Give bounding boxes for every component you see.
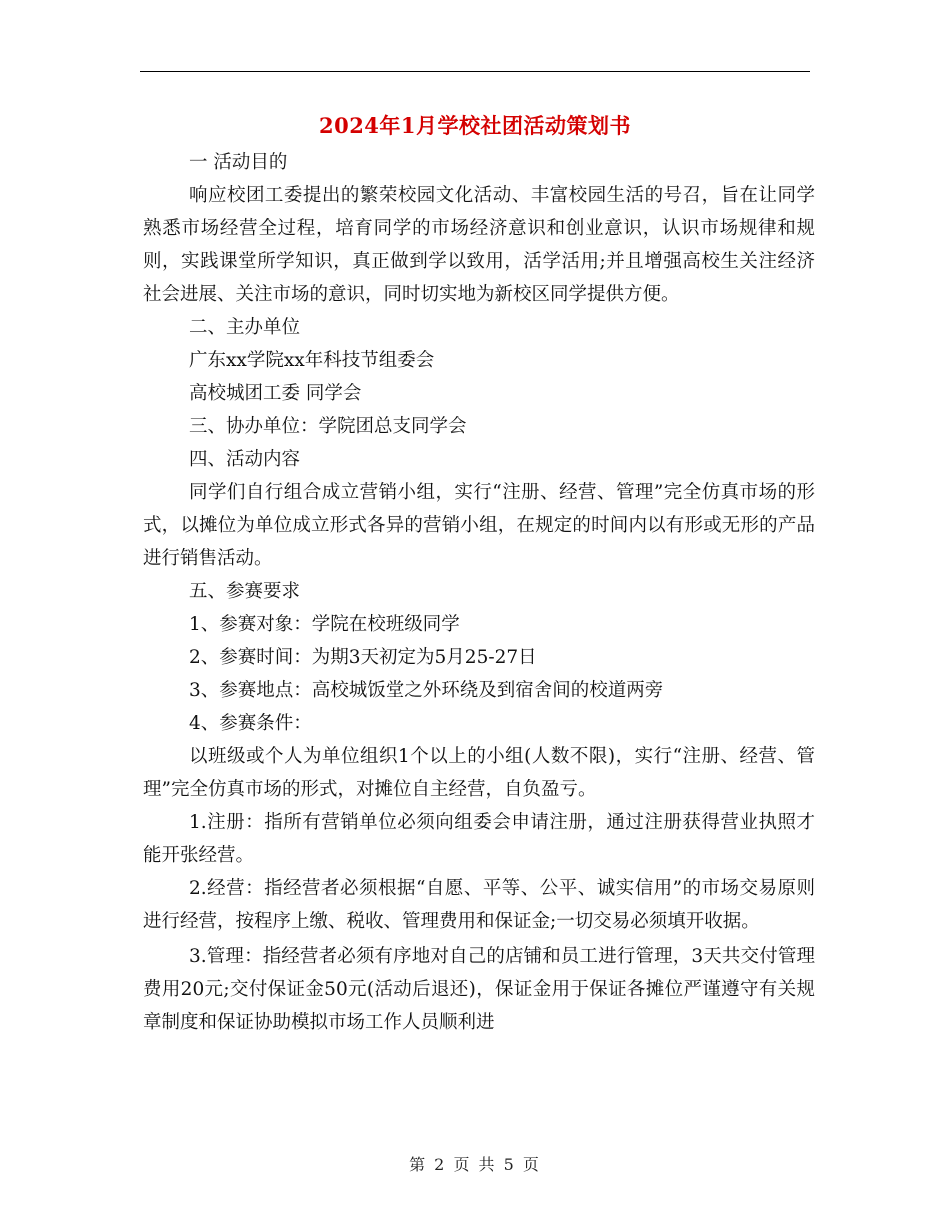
- document-body: [143, 146, 815, 1039]
- body-paragraph: 高校城团工委 同学会: [189, 383, 362, 404]
- header-rule: [140, 71, 810, 72]
- page-number: 第 2 页 共 5 页: [409, 1155, 541, 1174]
- list-item: 4、参赛条件：: [189, 713, 312, 734]
- body-paragraph: 1.注册：指所有营销单位必须向组委会申请注册，通过注册获得营业执照才能开张经营。: [143, 812, 815, 866]
- list-item: 3、参赛地点：高校城饭堂之外环绕及到宿舍间的校道两旁: [189, 680, 664, 701]
- body-paragraph: 2.经营：指经营者必须根据“自愿、平等、公平、诚实信用”的市场交易原则进行经营，按程序上缴、税收、管理费用和保证金;一切交易必须填开收据。: [143, 878, 815, 932]
- document-title: 2024年1月学校社团活动策划书: [318, 113, 632, 138]
- list-item: 1、参赛对象：学院在校班级同学: [189, 614, 460, 635]
- section-heading: 二、主办单位: [189, 317, 301, 338]
- section-heading: 一 活动目的: [189, 152, 288, 173]
- body-paragraph: 以班级或个人为单位组织1个以上的小组(人数不限)，实行“注册、经营、管理”完全仿真市场的形式，对摊位自主经营，自负盈亏。: [143, 746, 815, 800]
- body-paragraph: 3.管理：指经营者必须有序地对自己的店铺和员工进行管理，3天共交付管理费用20元;交付保证金50元(活动后退还)，保证金用于保证各摊位严谨遵守有关规章制度和保证协助模拟市场工作人员顺利进: [143, 946, 815, 1033]
- section-heading: 五、参赛要求: [189, 581, 301, 602]
- body-paragraph: 广东xx学院xx年科技节组委会: [189, 350, 435, 371]
- section-heading: 四、活动内容: [189, 449, 301, 470]
- list-item: 2、参赛时间：为期3天初定为5月25-27日: [189, 647, 537, 668]
- body-paragraph: 响应校团工委提出的繁荣校园文化活动、丰富校园生活的号召，旨在让同学熟悉市场经营全过程，培育同学的市场经济意识和创业意识，认识市场规律和规则，实践课堂所学知识，真正做到学以致用，活学活用;并且增强高校生关注经济社会进展、关注市场的意识，同时切实地为新校区同学提供方便。: [143, 185, 815, 305]
- section-heading: 三、协办单位：学院团总支同学会: [189, 416, 467, 437]
- body-paragraph: 同学们自行组合成立营销小组，实行“注册、经营、管理”完全仿真市场的形式，以摊位为单位成立形式各异的营销小组，在规定的时间内以有形或无形的产品进行销售活动。: [143, 482, 815, 569]
